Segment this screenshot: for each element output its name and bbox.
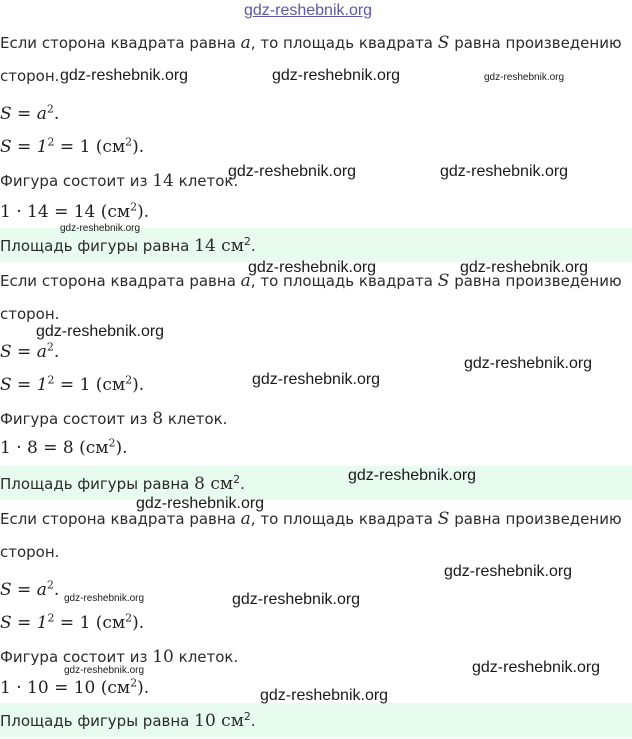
formula-square-area	[0, 104, 59, 124]
calculation	[0, 438, 128, 458]
exponent: 2	[130, 200, 138, 214]
watermark: gdz-reshebnik.org	[232, 591, 361, 608]
watermark: gdz-reshebnik.org	[64, 593, 145, 604]
rule-end: равна произведению	[449, 510, 622, 528]
rule-text-line2: сторон.	[0, 67, 60, 85]
answer-text	[0, 236, 256, 256]
calc-end: ).	[115, 438, 128, 458]
rule-end: равна произведению	[449, 272, 622, 290]
formula-end: .	[53, 342, 60, 362]
var-a: a	[240, 33, 251, 53]
watermark: gdz-reshebnik.org	[260, 687, 389, 704]
rule-mid: , то площадь квадрата	[250, 272, 438, 290]
calculation	[0, 202, 149, 222]
answer-label: Площадь фигуры равна	[0, 475, 195, 493]
var-s: S	[437, 33, 450, 53]
var-a: a	[240, 509, 251, 529]
cells-text-end: клеток.	[173, 172, 239, 190]
exponent: 2	[125, 611, 133, 625]
formula-square-area	[0, 580, 59, 600]
exponent: 2	[47, 373, 55, 387]
formula-square-area	[0, 342, 59, 362]
formula-unit: S = 1	[0, 137, 48, 157]
formula-unit: S = 1	[0, 375, 48, 395]
var-s: S	[437, 271, 450, 291]
cells-number: 10	[152, 647, 174, 667]
watermark: gdz-reshebnik.org	[472, 659, 601, 676]
cells-text: Фигура состоит из	[0, 172, 153, 190]
formula-end: .	[53, 580, 60, 600]
exponent: 2	[46, 102, 54, 116]
answer-end: .	[250, 712, 256, 730]
answer-label: Площадь фигуры равна	[0, 237, 195, 255]
answer-text	[0, 474, 245, 494]
calc-expression: 1 · 10 = 10 (см	[0, 678, 131, 698]
formula-unit-square	[0, 137, 144, 157]
cells-number: 8	[152, 409, 164, 429]
var-a: a	[240, 271, 251, 291]
answer-box	[0, 703, 632, 737]
answer-end: .	[250, 237, 256, 255]
answer-label: Площадь фигуры равна	[0, 712, 195, 730]
watermark-top: gdz-reshebnik.org	[244, 2, 373, 19]
rule-text	[0, 33, 622, 53]
answer-end: .	[240, 475, 245, 493]
calc-expression: 1 · 8 = 8 (см	[0, 438, 109, 458]
watermark: gdz-reshebnik.org	[60, 67, 189, 84]
exponent: 2	[243, 710, 251, 723]
cells-number: 14	[152, 171, 174, 191]
rule-text-line2: сторон.	[0, 543, 60, 561]
calculation	[0, 678, 149, 698]
watermark: gdz-reshebnik.org	[440, 163, 569, 180]
watermark: gdz-reshebnik.org	[484, 72, 565, 83]
exponent: 2	[46, 340, 54, 354]
formula-unit: S = 1	[0, 613, 48, 633]
cells-text-end: клеток.	[173, 648, 239, 666]
watermark: gdz-reshebnik.org	[252, 371, 381, 388]
watermark: gdz-reshebnik.org	[136, 495, 265, 512]
cells-count-text	[0, 409, 227, 429]
rule-start: Если сторона квадрата равна	[0, 272, 241, 290]
rule-start: Если сторона квадрата равна	[0, 34, 241, 52]
cells-count-text	[0, 647, 238, 667]
formula-unit-mid: = 1 (см	[54, 613, 126, 633]
calc-end: ).	[137, 202, 150, 222]
exponent: 2	[47, 135, 55, 149]
cells-text: Фигура состоит из	[0, 410, 153, 428]
exponent: 2	[130, 676, 138, 690]
formula-unit-square	[0, 375, 144, 395]
formula-unit-end: ).	[132, 375, 145, 395]
cells-count-text	[0, 171, 238, 191]
answer-text	[0, 711, 256, 731]
formula-unit-mid: = 1 (см	[54, 375, 126, 395]
watermark: gdz-reshebnik.org	[60, 223, 141, 234]
watermark: gdz-reshebnik.org	[228, 163, 357, 180]
exponent: 2	[108, 436, 116, 450]
exponent: 2	[46, 578, 54, 592]
calc-expression: 1 · 14 = 14 (см	[0, 202, 131, 222]
answer-value: 8 см	[194, 474, 234, 494]
watermark: gdz-reshebnik.org	[64, 665, 145, 676]
formula-s: S = a	[0, 580, 47, 600]
exponent: 2	[125, 135, 133, 149]
formula-unit-mid: = 1 (см	[54, 137, 126, 157]
watermark: gdz-reshebnik.org	[444, 563, 573, 580]
exponent: 2	[243, 235, 251, 248]
exponent: 2	[233, 473, 241, 486]
watermark: gdz-reshebnik.org	[464, 355, 593, 372]
var-s: S	[437, 509, 450, 529]
formula-end: .	[53, 104, 60, 124]
rule-end: равна произведению	[449, 34, 622, 52]
answer-value: 10 см	[194, 711, 244, 731]
calc-end: ).	[137, 678, 150, 698]
formula-s: S = a	[0, 342, 47, 362]
cells-text: Фигура состоит из	[0, 648, 153, 666]
formula-s: S = a	[0, 104, 47, 124]
watermark: gdz-reshebnik.org	[348, 467, 477, 484]
watermark: gdz-reshebnik.org	[36, 323, 165, 340]
exponent: 2	[125, 373, 133, 387]
answer-value: 14 см	[194, 236, 244, 256]
rule-text	[0, 509, 622, 529]
rule-start: Если сторона квадрата равна	[0, 510, 241, 528]
watermark: gdz-reshebnik.org	[248, 259, 377, 276]
answer-box	[0, 466, 632, 500]
watermark: gdz-reshebnik.org	[272, 67, 401, 84]
rule-mid: , то площадь квадрата	[250, 510, 438, 528]
rule-mid: , то площадь квадрата	[250, 34, 438, 52]
formula-unit-end: ).	[132, 137, 145, 157]
rule-text-line2: сторон.	[0, 305, 60, 323]
formula-unit-end: ).	[132, 613, 145, 633]
cells-text-end: клеток.	[163, 410, 228, 428]
exponent: 2	[47, 611, 55, 625]
formula-unit-square	[0, 613, 144, 633]
watermark: gdz-reshebnik.org	[460, 259, 589, 276]
